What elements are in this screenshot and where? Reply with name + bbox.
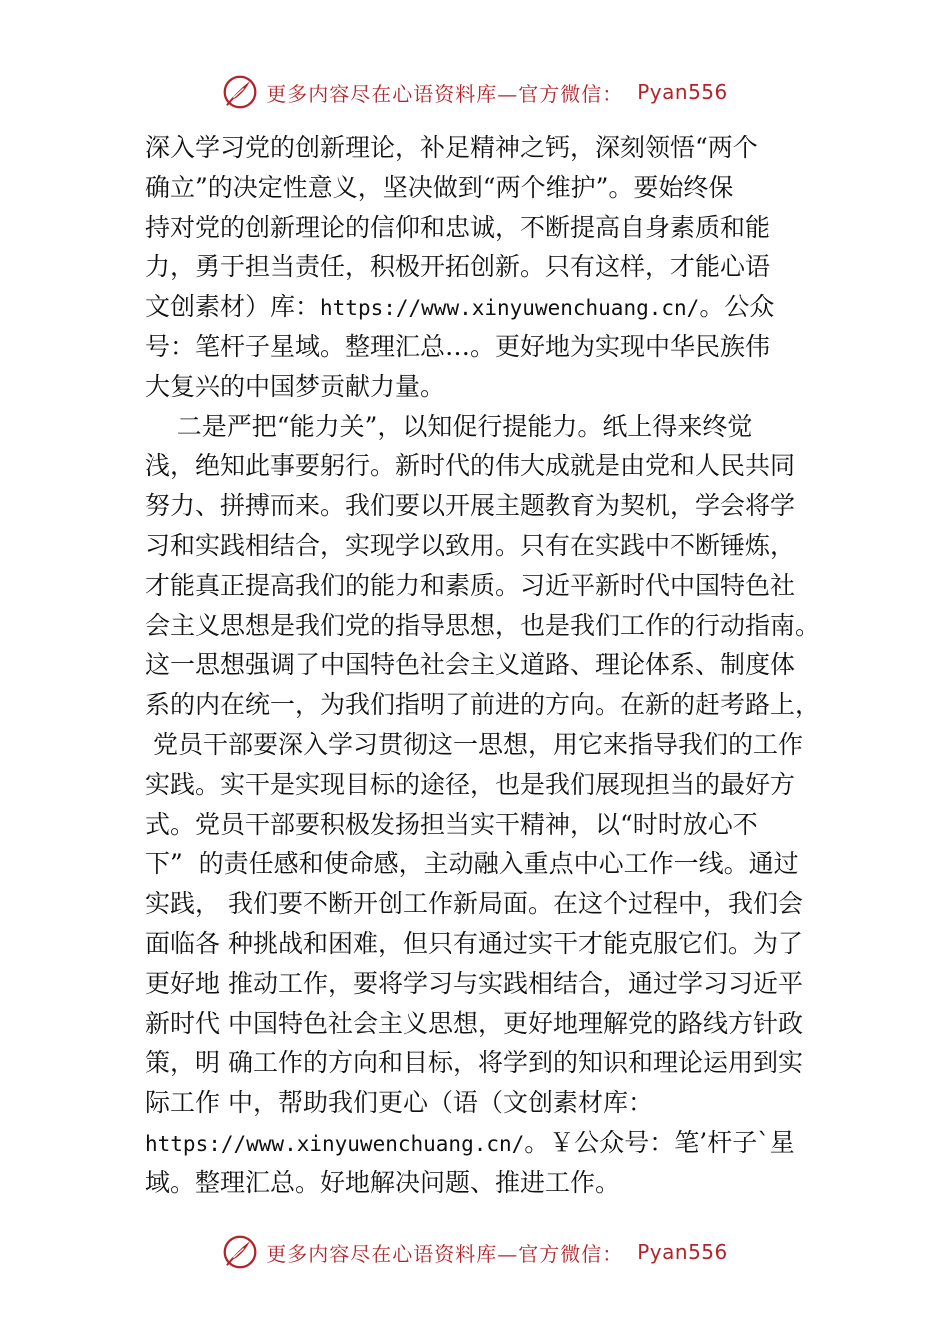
text-line: 新时代 中国特色社会主义思想，更好地理解党的路线方针政	[145, 1008, 803, 1038]
text-line: 努力、拼搏而来。我们要以开展主题教育为契机，学会将学	[145, 491, 796, 521]
document-body	[145, 128, 825, 1203]
text-line: 浅，绝知此事要躬行。新时代的伟大成就是由党和人民共同	[145, 451, 796, 481]
url-text: https://www.xinyuwenchuang.cn/	[320, 296, 700, 321]
watermark-text: 更多内容尽在心语资料库—官方微信：	[266, 81, 624, 106]
text-line: 实践， 我们要不断开创工作新局面。在这个过程中，我们会	[145, 889, 803, 919]
watermark-account: Pyan556	[637, 1240, 728, 1264]
text-line: 深入学习党的创新理论，补足精神之钙，深刻领悟“两个	[145, 133, 758, 162]
text-line: 力，勇于担当责任，积极开拓创新。只有这样，才能心语	[145, 252, 771, 282]
text-line: 党员干部要深入学习贯彻这一思想，用它来指导我们的工作	[145, 729, 803, 759]
feather-seal-icon	[222, 74, 258, 110]
footer-watermark	[0, 1230, 950, 1274]
text-line: 会主义思想是我们党的指导思想，也是我们工作的行动指南。	[145, 610, 821, 640]
text-line: 大复兴的中国梦贡献力量。	[145, 371, 446, 401]
text-line: 下” 的责任感和使命感，主动融入重点中心工作一线。通过	[145, 849, 799, 879]
watermark-text: 更多内容尽在心语资料库—官方微信：	[266, 1241, 624, 1266]
text-line: 更好地 推动工作，要将学习与实践相结合，通过学习习近平	[145, 968, 803, 998]
text-line: https://www.xinyuwenchuang.cn/。￥公众号：笔’杆子`星	[145, 1127, 795, 1157]
text-line: 实践。实干是实现目标的途径，也是我们展现担当的最好方	[145, 769, 796, 799]
text-line: 号：笔杆子星域。整理汇总…。更好地为实现中华民族伟	[145, 331, 771, 361]
url-text: https://www.xinyuwenchuang.cn/	[145, 1131, 525, 1156]
text-line: 持对党的创新理论的信仰和忠诚，不断提高自身素质和能	[145, 212, 771, 242]
header-watermark	[0, 70, 950, 114]
text-line: 面临各 种挑战和困难，但只有通过实干才能克服它们。为了	[145, 928, 803, 958]
text-line: 这一思想强调了中国特色社会主义道路、理论体系、制度体	[145, 650, 796, 680]
text-line: 系的内在统一，为我们指明了前进的方向。在新的赶考路上，	[145, 690, 821, 720]
text-line: 域。整理汇总。好地解决问题、推进工作。	[145, 1167, 621, 1197]
feather-seal-icon	[222, 1234, 258, 1270]
watermark-account: Pyan556	[637, 80, 728, 104]
text-line: 式。党员干部要积极发扬担当实干精神，以“时时放心不	[145, 809, 758, 839]
text-line: 文创素材）库：https://www.xinyuwenchuang.cn/。公众	[145, 292, 775, 322]
text-line: 习和实践相结合，实现学以致用。只有在实践中不断锤炼，	[145, 530, 796, 560]
text-line: 二是严把“能力关”，以知促行提能力。纸上得来终觉	[145, 411, 753, 441]
text-line: 际工作 中，帮助我们更心（语（文创素材库：	[145, 1088, 653, 1118]
text-line: 策，明 确工作的方向和目标，将学到的知识和理论运用到实	[145, 1048, 803, 1078]
text-line: 才能真正提高我们的能力和素质。习近平新时代中国特色社	[145, 570, 796, 600]
text-line: 确立”的决定性意义，坚决做到“两个维护”。要始终保	[145, 172, 734, 202]
